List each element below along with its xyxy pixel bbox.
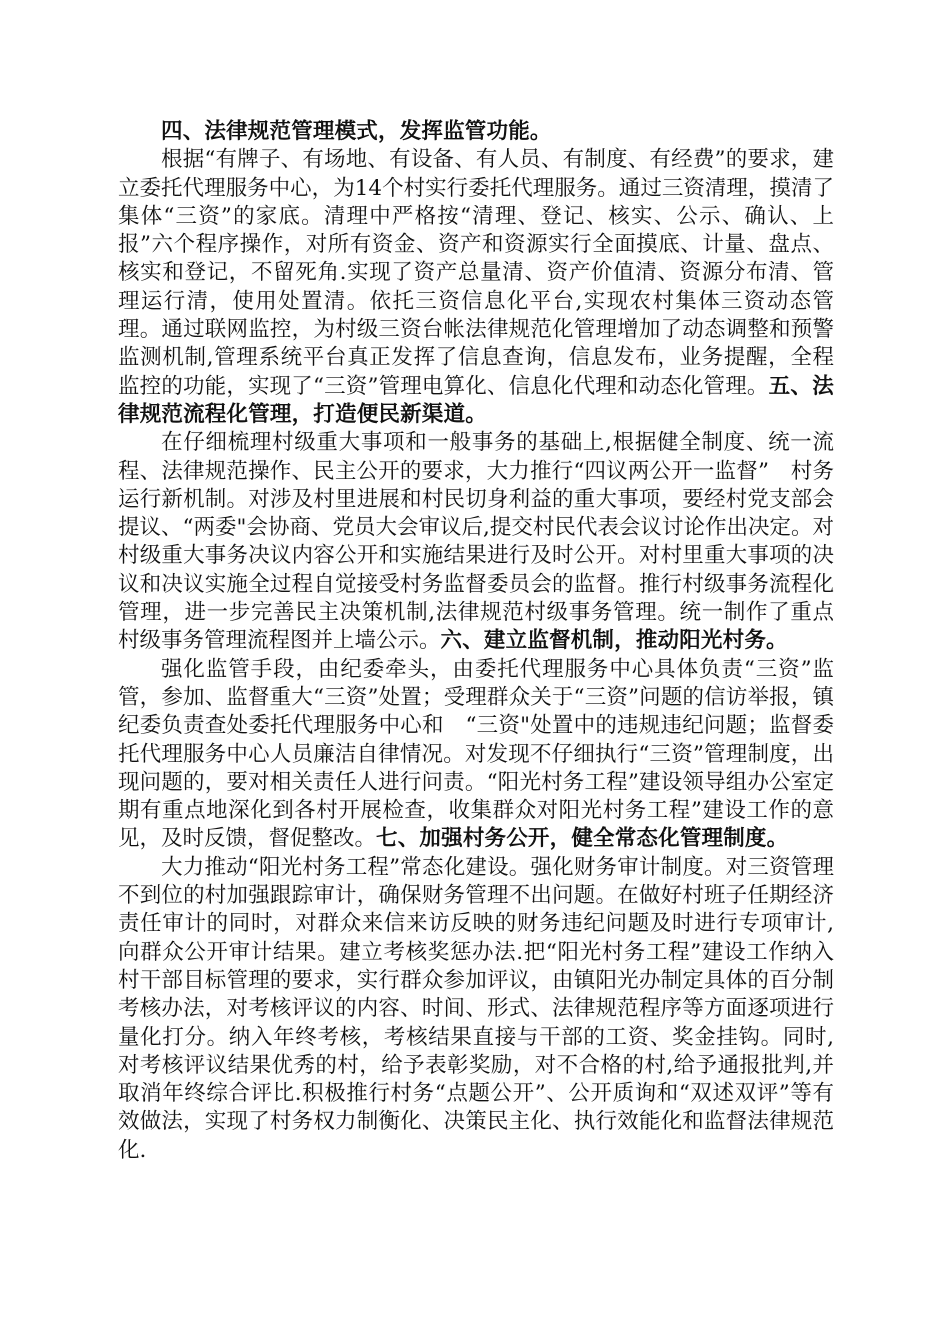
section-6-heading: 六、建立监督机制，推动阳光村务。 <box>440 628 788 654</box>
section-5-body: 在仔细梳理村级重大事项和一般事务的基础上,根据健全制度、统一流程、法律规范操作、民主公开的要求，大力推行“四议两公开一监督” 村务运行新机制。对涉及村里进展和村民切身利益的重大事项，要经村党支部会提议、“两委"会协商、党员大会审议后,提交村民代表会议讨论作出决定。对村级重大事务决议内容公开和实施结果进行及时公开。对村里重大事项的决议和决议实施全过程自觉接受村务监督委员会的监督。推行村级事务流程化管理，进一步完善民主决策机制,法律规范村级事务管理。统一制作了重点村级事务管理流程图并上墙公示。 <box>118 430 834 654</box>
section-4-body: 根据“有牌子、有场地、有设备、有人员、有制度、有经费”的要求，建立委托代理服务中心，为14个村实行委托代理服务。通过三资清理，摸清了集体“三资”的家底。清理中严格按“清理、登记、核实、公示、确认、上报”六个程序操作，对所有资金、资产和资源实行全面摸底、计量、盘点、核实和登记，不留死角.实现了资产总量清、资产价值清、资源分布清、管理运行清，使用处置清。依托三资信息化平台,实现农村集体三资动态管理。通过联网监控，为村级三资台帐法律规范化管理增加了动态调整和预警监测机制,管理系统平台真正发挥了信息查询，信息发布，业务提醒，全程监控的功能，实现了“三资”管理电算化、信息化代理和动态化管理。 <box>118 147 834 399</box>
section-4-heading-paragraph <box>118 118 834 146</box>
section-6-body: 强化监管手段，由纪委牵头，由委托代理服务中心具体负责“三资”监管，参加、监督重大“三资”处置；受理群众关于“三资”问题的信访举报，镇纪委负责查处委托代理服务中心和 “三资"处置中的违规违纪问题；监督委托代理服务中心人员廉洁自律情况。对发现不仔细执行“三资”管理制度，出现问题的，要对相关责任人进行问责。“阳光村务工程”建设领导组办公室定期有重点地深化到各村开展检查，收集群众对阳光村务工程”建设工作的意见，及时反馈，督促整改。 <box>118 656 834 852</box>
document-page <box>118 118 834 1165</box>
section-5-heading: 五、法律规范流程化管理，打造便民新渠道。 <box>118 373 834 427</box>
section-4-heading: 四、法律规范管理模式，发挥监管功能。 <box>161 119 552 144</box>
section-7-body: 大力推动“阳光村务工程”常态化建设。强化财务审计制度。对三资管理不到位的村加强跟踪审计，确保财务管理不出问题。在做好村班子任期经济责任审计的同时，对群众来信来访反映的财务违纪问题及时进行专项审计,向群众公开审计结果。建立考核奖惩办法.把“阳光村务工程”建设工作纳入村干部目标管理的要求，实行群众参加评议，由镇阳光办制定具体的百分制考核办法，对考核评议的内容、时间、形式、法律规范程序等方面逐项进行量化打分。纳入年终考核，考核结果直接与干部的工资、奖金挂钩。同时,对考核评议结果优秀的村，给予表彰奖励，对不合格的村,给予通报批判,并取消年终综合评比.积极推行村务“点题公开”、公开质询和“双述双评”等有效做法，实现了村务权力制衡化、决策民主化、执行效能化和监督法律规范化. <box>118 854 834 1163</box>
section-7-heading: 七、加强村务公开，健全常态化管理制度。 <box>376 826 789 852</box>
section-7-paragraph <box>118 854 834 1165</box>
section-5-paragraph <box>118 429 834 655</box>
section-4-paragraph <box>118 146 834 429</box>
section-6-paragraph <box>118 656 834 854</box>
